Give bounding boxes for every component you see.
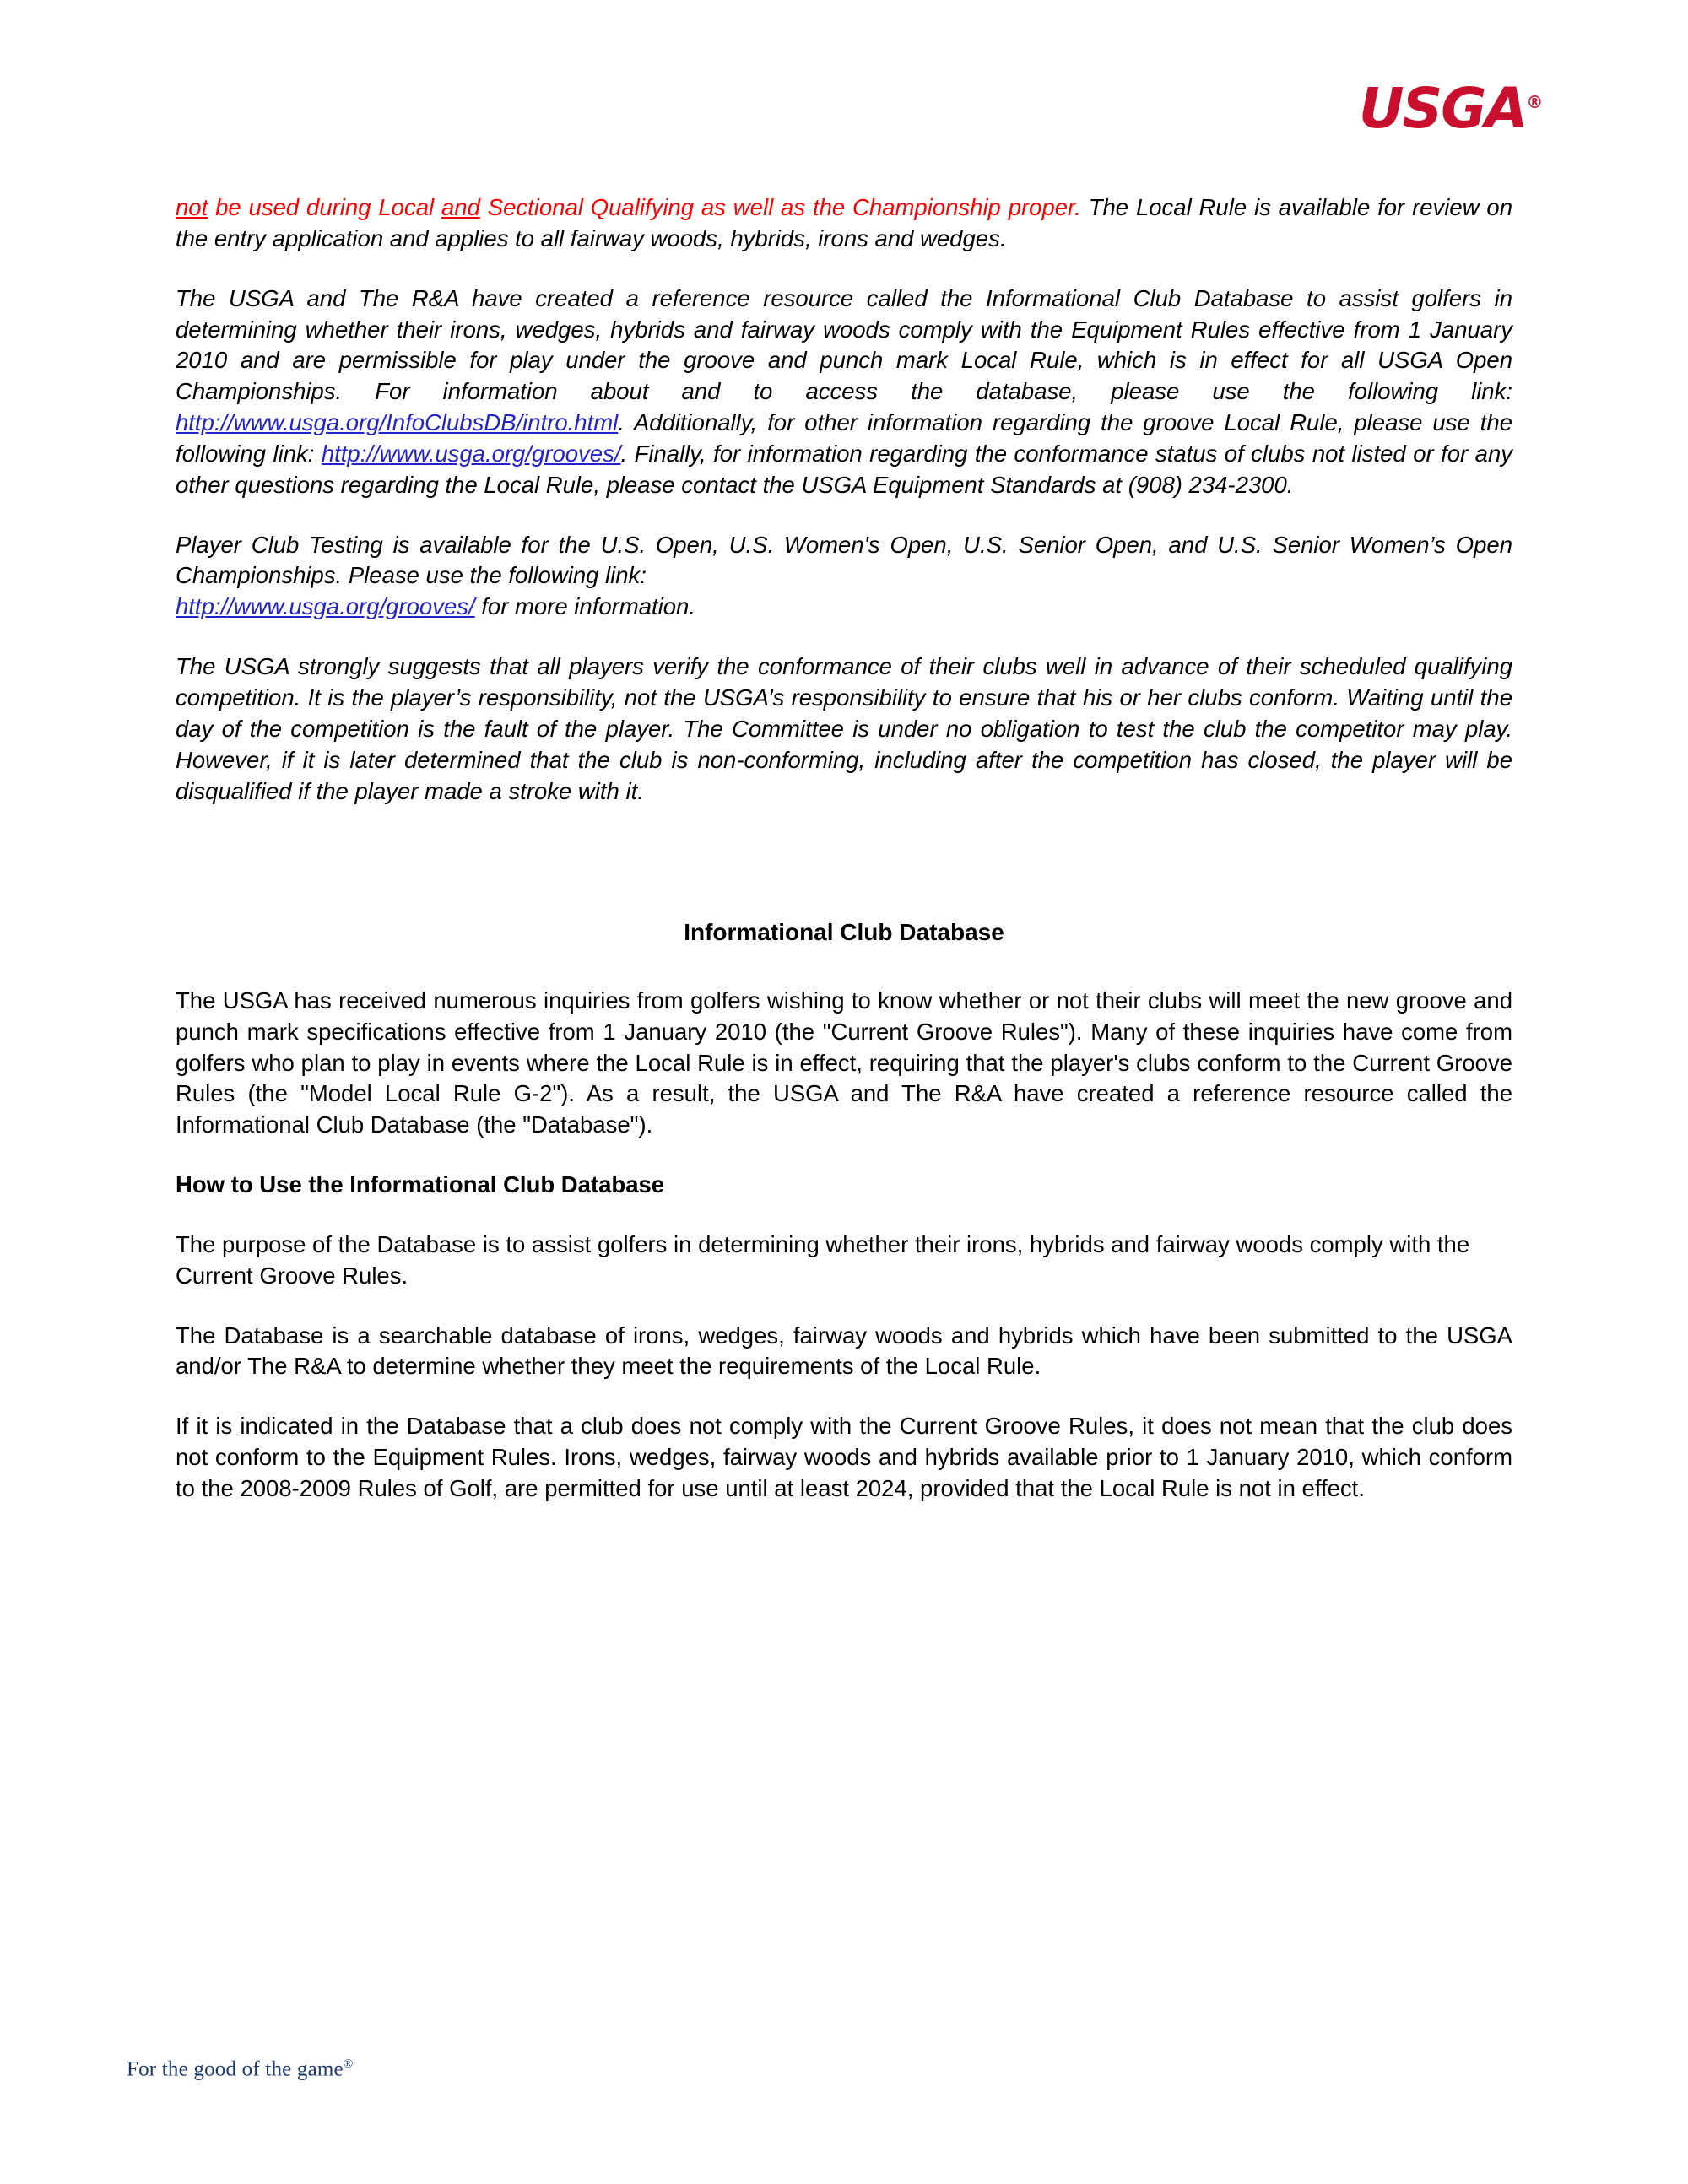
paragraph-non-compliance: If it is indicated in the Database that a club does not comply with the Current Groove Rules, it does not mean that the club does not conform to the Equipment Rules. Irons, wedges, fairway woods and hybrids available prior to 1 January 2010, which conform to the 2008-2009 Rules of Golf, are permitted for use until at least 2024, provided that the Local Rule is not in effect.: [176, 1413, 1512, 1501]
link-grooves-1[interactable]: http://www.usga.org/grooves/: [321, 440, 621, 467]
paragraph-inquiries: The USGA has received numerous inquiries from golfers wishing to know whether or not their clubs will meet the new groove and punch mark specifications effective from 1 January 2010 (the "Current Groove Rules"). Many of these inquiries have come from golfers who plan to play in events where the Local Rule is in effect, requiring that the player's clubs conform to the Current Groove Rules (the "Model Local Rule G-2"). As a result, the USGA and The R&A have created a reference resource called the Informational Club Database (the "Database").: [176, 987, 1512, 1138]
usga-logo: [1359, 76, 1561, 149]
para1-black: The Local Rule is available for review on the entry application and applies to all fairway woods, hybrids, irons and wedges.: [176, 194, 1513, 251]
link-infoclubsdb[interactable]: http://www.usga.org/InfoClubsDB/intro.html: [176, 409, 619, 436]
footer-tagline: [127, 2057, 353, 2081]
document-body: [176, 192, 1512, 1533]
usga-logo-wordmark: [1359, 76, 1561, 141]
spacer: [176, 835, 1512, 916]
para2-text-a: The USGA and The R&A have created a reference resource called the Informational Club Database to assist golfers in determining whether their irons, wedges, hybrids and fairway woods comply with the Equipment Rules effective from 1 January 2010 and are permissible for play under the groove and punch mark Local Rule, which is in effect for all USGA Open Championships. For information about and to access the database, please use the following link:: [176, 284, 1512, 405]
emphasis-and: and: [441, 194, 480, 220]
link-grooves-2[interactable]: http://www.usga.org/grooves/: [176, 593, 475, 620]
paragraph-reference-resource: [176, 284, 1512, 501]
paragraph-local-rule-continuation: [176, 192, 1512, 255]
page-title: Informational Club Database: [684, 919, 1004, 946]
paragraph-conformance-advice: The USGA strongly suggests that all players verify the conformance of their clubs well in advance of their scheduled qualifying competition. It is the player’s responsibility, not the USGA’s responsibility to ensure that his or her clubs conform. Waiting until the day of the competition is the fault of the player. The Committee is under no obligation to test the club the competitor may play. However, if it is later determined that the club is non-conforming, including after the competition has closed, the player will be disqualified if the player made a stroke with it.: [176, 653, 1512, 804]
para2-text-b: . Additionally, for other information regarding the groove Local Rule, please use the following link:: [176, 409, 1512, 467]
registered-mark: ®: [1526, 92, 1544, 112]
para1-red-b: Sectional Qualifying as well as the Championship proper.: [479, 194, 1081, 220]
para1-red-a: be used during Local: [208, 194, 441, 220]
paragraph-searchable-database: The Database is a searchable database of irons, wedges, fairway woods and hybrids which have been submitted to the USGA and/or The R&A to determine whether they meet the requirements of the Local Rule.: [176, 1322, 1512, 1380]
emphasis-not: not: [176, 194, 208, 220]
paragraph-player-club-testing: [176, 530, 1512, 624]
usga-logo-text: USGA: [1359, 76, 1527, 141]
para3-text-b: for more information.: [474, 593, 695, 620]
footer-registered-mark: ®: [343, 2057, 354, 2071]
footer-text: For the good of the game: [127, 2057, 344, 2080]
subsection-heading-how-to-use: How to Use the Informational Club Database: [176, 1171, 665, 1198]
paragraph-purpose: The purpose of the Database is to assist golfers in determining whether their irons, hybrids and fairway woods comply with the Current Groove Rules.: [176, 1230, 1470, 1289]
para3-text-a: Player Club Testing is available for the U.S. Open, U.S. Women's Open, U.S. Senior Open, and U.S. Senior Women’s Open Championships. Please use the following link:: [176, 531, 1512, 589]
para2-text-c: . Finally, for information regarding the conformance status of clubs not listed or for any other questions regarding the Local Rule, please contact the USGA Equipment Standards at (908) 234-2300.: [176, 440, 1512, 498]
